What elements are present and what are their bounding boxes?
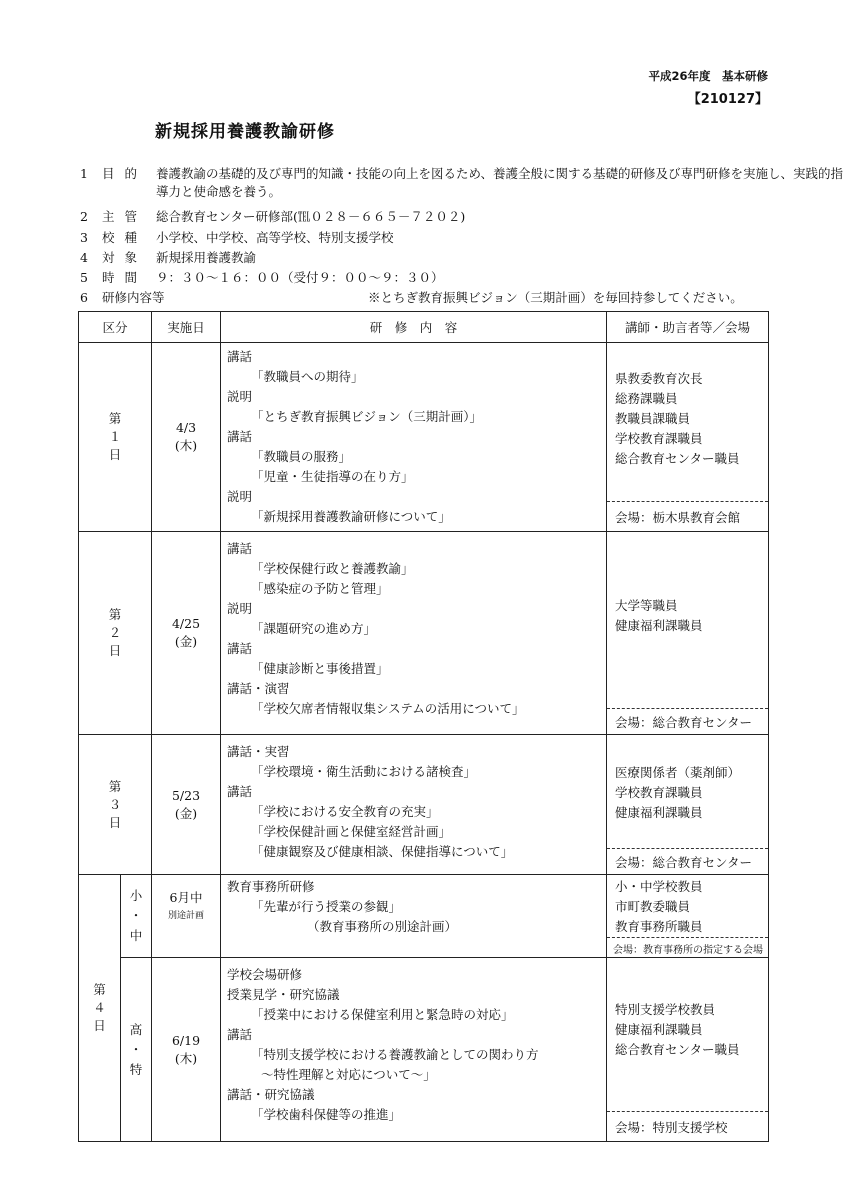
info-value: 小学校、中学校、高等学校、特別支援学校 — [156, 230, 394, 245]
table-row-day1 — [79, 343, 769, 532]
info-note: ※とちぎ教育振興ビジョン（三期計画）を毎回持参してください。 — [368, 290, 743, 305]
info-num: 6 — [80, 290, 88, 305]
schedule-table — [78, 311, 769, 1142]
info-value: 新規採用養護教諭 — [156, 250, 257, 265]
info-num: 1 — [80, 166, 88, 181]
info-num: 4 — [80, 250, 88, 265]
day3-venue: 会場：総合教育センター — [607, 848, 768, 874]
day2-venue: 会場：総合教育センター — [607, 708, 768, 734]
info-value: 総合教育センター研修部(℡０２８－６６５－７２０２) — [156, 209, 466, 224]
day1-content: 講話 「教職員への期待」 説明 「とちぎ教育振興ビジョン（三期計画）」 講話 「教職員の服務」 「児童・生徒指導の在り方」 説明 「新規採用養護教諭研修について」 — [221, 343, 607, 532]
info-key: 研修内容等 — [102, 290, 165, 305]
day4b-school-type: 高 ・ 特 — [121, 958, 152, 1142]
day4-kubun: 第 ４ 日 — [79, 875, 121, 1142]
day3-content: 講話・実習 「学校環境・衛生活動における諸検査」 講話 「学校における安全教育の充実」 「学校保健計画と保健室経営計画」 「健康観察及び健康相談、保健指導について」 — [221, 735, 607, 875]
day3-date: 5/23 (金) — [152, 735, 221, 875]
day4b-content: 学校会場研修 授業見学・研究協議 「授業中における保健室利用と緊急時の対応」 講話 「特別支援学校における養護教諭としての関わり方 ～特性理解と対応について～」 講話・研究協議 「学校歯科保健等の推進」 — [221, 958, 607, 1142]
day2-kubun: 第 ２ 日 — [79, 532, 152, 735]
day4a-lecturers: 小・中学校教員 市町教委職員 教育事務所職員 会場：教育事務所の指定する会場 — [607, 875, 769, 958]
day4a-venue: 会場：教育事務所の指定する会場 — [607, 937, 768, 957]
day4b-venue: 会場：特別支援学校 — [607, 1111, 768, 1141]
day2-content: 講話 「学校保健行政と養護教諭」 「感染症の予防と管理」 説明 「課題研究の進め方」 講話 「健康診断と事後措置」 講話・演習 「学校欠席者情報収集システムの活用について」 — [221, 532, 607, 735]
day4a-content: 教育事務所研修 「先輩が行う授業の参観」 （教育事務所の別途計画） — [221, 875, 607, 958]
course-code: 【210127】 — [687, 92, 768, 107]
day4a-school-type: 小 ・ 中 — [121, 875, 152, 958]
info-key: 校種 — [102, 230, 148, 245]
info-num: 5 — [80, 270, 88, 285]
table-header-row — [79, 312, 769, 343]
table-row-day4-a — [79, 875, 769, 958]
day2-date: 4/25 (金) — [152, 532, 221, 735]
day1-kubun: 第 １ 日 — [79, 343, 152, 532]
day4a-date: 6月中 別途計画 — [152, 875, 221, 958]
header-lecturer: 講師・助言者等／会場 — [607, 312, 769, 343]
day1-date: 4/3 (木) — [152, 343, 221, 532]
day4b-lecturers: 特別支援学校教員 健康福利課職員 総合教育センター職員 会場：特別支援学校 — [607, 958, 769, 1142]
header-kubun: 区分 — [79, 312, 152, 343]
fiscal-year-label: 平成26年度 基本研修 — [648, 69, 768, 83]
day2-lecturers: 大学等職員 健康福利課職員 会場：総合教育センター — [607, 532, 769, 735]
page-title: 新規採用養護教諭研修 — [155, 122, 335, 142]
day3-kubun: 第 ３ 日 — [79, 735, 152, 875]
info-value: ９：３０～１６：００（受付９：００～９：３０） — [156, 270, 444, 285]
day1-venue: 会場：栃木県教育会館 — [607, 501, 768, 531]
info-key: 目的 — [102, 166, 148, 181]
info-key: 対象 — [102, 250, 148, 265]
info-num: 3 — [80, 230, 88, 245]
day4b-date: 6/19 (木) — [152, 958, 221, 1142]
info-num: 2 — [80, 209, 88, 224]
info-key: 時間 — [102, 270, 148, 285]
header-content: 研 修 内 容 — [221, 312, 607, 343]
table-row-day2 — [79, 532, 769, 735]
info-key: 主管 — [102, 209, 148, 224]
table-row-day3 — [79, 735, 769, 875]
table-row-day4-b — [79, 958, 769, 1142]
day1-lecturers: 県教委教育次長 総務課職員 教職員課職員 学校教育課職員 総合教育センター職員 会場：栃木県教育会館 — [607, 343, 769, 532]
header-date: 実施日 — [152, 312, 221, 343]
day3-lecturers: 医療関係者（薬剤師） 学校教育課職員 健康福利課職員 会場：総合教育センター — [607, 735, 769, 875]
info-value: 養護教諭の基礎的及び専門的知識・技能の向上を図るため、養護全般に関する基礎的研修及び専門研修を実施し、実践的指導力と使命感を養う。 — [156, 166, 844, 199]
